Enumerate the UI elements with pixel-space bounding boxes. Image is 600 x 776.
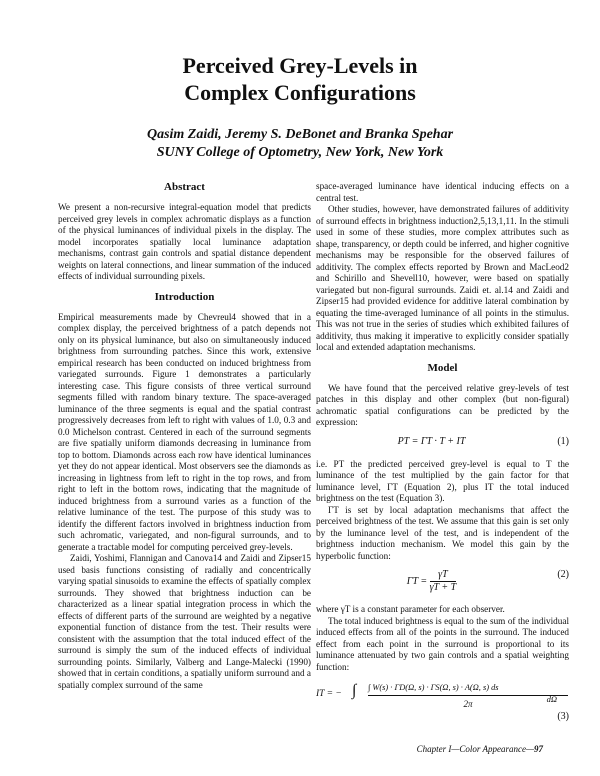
equation-2-numerator: γT	[430, 569, 457, 582]
right-column	[316, 181, 569, 725]
equation-2-denominator: γT + T	[429, 582, 457, 593]
authors: Qasim Zaidi, Jeremy S. DeBonet and Branka Spehar	[146, 127, 454, 142]
intro-paragraph-2: Zaidi, Yoshimi, Flannigan and Canova14 and Zaidi and Zipser15 used basis functions consisting of radially and concentrically varying spatial sinusoids to examine the effects of spatially complex surrounds. They showed that brightness induction can be characterized as a linear spatial integration process in which the effects of different parts of the surround are weighted by a negative exponential function of distance from the test. Their results were consistent with the assumption that the total induced effect of the surround is simply the sum of the induced effects of individual surrounding points. Similarly, Valberg and Lange-Malecki (1990) showed that in certain conditions, a spatially uniform surround and a spatially complex surround of the same	[58, 553, 311, 690]
equation-3-numerator: ∫ W(s) · ΓD(Ω, s) · ΓS(Ω, s) · A(Ω, s) ds	[368, 682, 568, 696]
model-paragraph-4: where γT is a constant parameter for each observer.	[316, 604, 505, 614]
equation-3-domain: dΩ	[546, 693, 557, 704]
intro-paragraph-1: Empirical measurements made by Chevreul4 showed that in a complex display, the perceived brightness of a patch depends not only on its physical luminance, but also on simultaneously induced brightness from surrounding patches. Since this work, extensive empirical research has been conducted on induced brightness from variegated surrounds. Figure 1 demonstrates a particularly interesting case. This figure consists of three vertical surround segments filled with random binary texture. The space-averaged luminance of the three segments is equal and the spatial contrast progressively decreases from left to right with values of 1.0, 0.3 and 0.0 Michelson contrast. Centered in each of the surround segments are five spatially uniform diamonds decreasing in luminance from top to bottom. Diamonds across each row have identical luminances yet they do not appear identical. Most observers see the diamonds as increasing in lightness from left to right in the top rows, and from right to left in the bottom rows, indicating that the magnitude of induced brightness from a surround varies as a function of the relative luminance of the test. The purpose of this study was to identify the different factors involved in brightness induction from such achromatic, variegated, and non-figural surrounds, and to generate a tractable model for computing perceived grey-levels.	[58, 311, 311, 552]
equation-3	[316, 679, 569, 725]
model-paragraph-2: i.e. PT the predicted perceived grey-level is equal to T the luminance of the test multiplied by the gain factor for that luminance level, ΓT (Equation 2), plus IT the total induced brightness on the test (Equation 3).	[316, 458, 569, 503]
affiliation: SUNY College of Optometry, New York, New York	[156, 145, 444, 160]
additivity-paragraph: Other studies, however, have demonstrated failures of additivity of surround effects in brightness induction2,5,13,1,11. In the stimuli used in some of these studies, more complex attributes such as shape, transparency, or depth could be inferred, and higher cognitive mechanisms may be responsible for the observed failures of additivity. The complex effects reported by Brown and MacLeod2 and Schirillo and Shevell10, however, were based on spatially variegated but non-figural surrounds. Zaidi et. al.14 and Zaidi and Zipser15 had provided evidence for additive lateral combination by equating the time-averaged luminance of all points in the stimulus. This was not true in the series of studies which exhibited failures of additivity, thus making it imperative to explicitly consider spatially local and extended adaptation mechanisms.	[316, 204, 569, 352]
introduction-heading: Introduction	[154, 290, 215, 303]
equation-3-integral-sign: ∫	[352, 682, 357, 699]
model-paragraph-3: ΓT is set by local adaptation mechanisms that affect the perceived brightness of the test. We assume that this gain is set only by the luminance level of the test, and is independent of the brightness induction mechanism. We model this gain by the hyperbolic function:	[316, 504, 569, 561]
abstract-heading: Abstract	[164, 181, 205, 193]
footer-chapter-label: Chapter I—Color Appearance—	[416, 744, 534, 754]
equation-1-expression: PT = ΓT · T + IT	[397, 435, 466, 447]
continuation-paragraph: space-averaged luminance have identical inducing effects on a central test.	[316, 181, 569, 203]
author-block	[0, 126, 600, 162]
model-paragraph-1: We have found that the perceived relative grey-levels of test patches in this display and other complex (but non-figural) achromatic spatial configurations can be predicted by the expression:	[316, 382, 569, 427]
model-paragraph-5: The total induced brightness is equal to the sum of the individual induced effects from all of the points in the surround. The induced effect from each point in the surround is proportional to its luminance attenuated by two gain controls and a spatial weighting function:	[316, 615, 569, 672]
title-line-1: Perceived Grey-Levels in	[182, 53, 418, 78]
equation-3-number: (3)	[557, 711, 569, 722]
left-column	[58, 181, 311, 691]
equation-1-number: (1)	[557, 435, 569, 447]
equation-2-lhs: ΓT =	[406, 575, 428, 587]
equation-2-fraction	[430, 569, 457, 594]
equation-2	[316, 566, 569, 600]
paper-title	[0, 52, 600, 106]
page-number: 97	[534, 744, 543, 754]
equation-2-number: (2)	[557, 569, 569, 580]
title-line-2: Complex Configurations	[184, 80, 416, 105]
equation-3-lhs: IT = −	[316, 689, 342, 699]
model-heading: Model	[427, 361, 458, 374]
equation-3-denominator: 2π	[463, 699, 473, 709]
equation-1	[316, 433, 569, 455]
abstract-text: We present a non-recursive integral-equation model that predicts perceived grey levels in complex achromatic displays as a function of the physical luminances of individual pixels in the display. The model incorporates spatially local luminance adaptation mechanisms, contrast gain controls and spatial distance dependent weights on lateral connections, and linear summation of the induced effects of individual surrounding pixels.	[58, 202, 311, 281]
page-footer	[417, 744, 543, 754]
